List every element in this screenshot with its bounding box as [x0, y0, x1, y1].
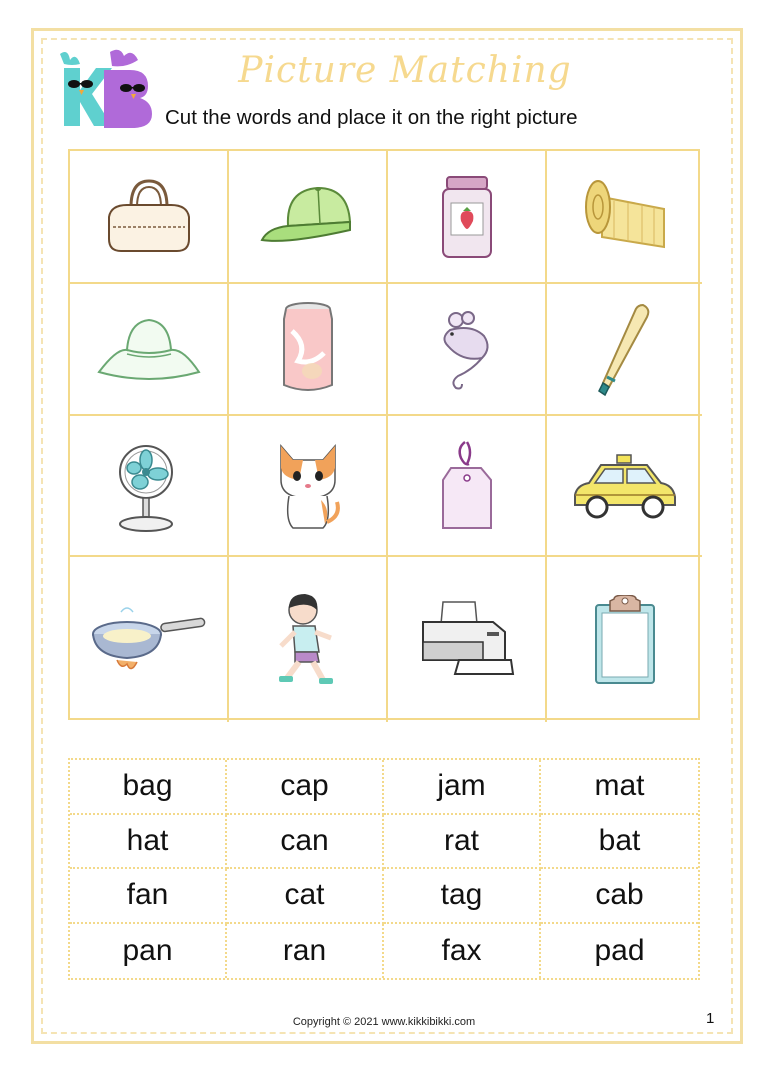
word-grid [68, 758, 700, 980]
word-card: mat [541, 760, 698, 815]
baseball-bat-icon [595, 301, 655, 397]
picture-cell [547, 557, 702, 722]
kb-logo-icon [54, 46, 154, 132]
soda-can-icon [278, 301, 338, 397]
jam-jar-icon [437, 175, 497, 259]
fax-printer-icon [419, 598, 515, 682]
rolled-mat-icon [580, 177, 670, 257]
word-card: fan [70, 869, 227, 924]
instruction-text: Cut the words and place it on the right picture [165, 106, 578, 129]
handbag-icon [101, 177, 197, 257]
clipboard-pad-icon [592, 595, 658, 685]
word-card: can [227, 815, 384, 870]
picture-cell [547, 284, 702, 416]
word-card: jam [384, 760, 541, 815]
taxi-cab-icon [573, 451, 677, 521]
picture-cell [70, 557, 229, 722]
picture-cell [388, 416, 547, 557]
word-card: rat [384, 815, 541, 870]
word-card: cab [541, 869, 698, 924]
word-card: bat [541, 815, 698, 870]
mouse-icon [432, 306, 502, 392]
word-card: tag [384, 869, 541, 924]
cap-icon [258, 182, 358, 252]
picture-cell [388, 557, 547, 722]
word-card: pad [594, 933, 645, 967]
picture-cell [70, 284, 229, 416]
word-card: cat [227, 869, 384, 924]
picture-cell [229, 151, 388, 284]
hat-icon [97, 314, 201, 384]
picture-grid [68, 149, 700, 720]
word-card: ran [227, 924, 384, 979]
picture-cell [547, 416, 702, 557]
copyright-text: Copyright © 2021 www.kikkibikki.com [292, 1016, 476, 1028]
picture-cell [388, 151, 547, 284]
cat-icon [275, 440, 341, 532]
word-card: hat [70, 815, 227, 870]
picture-cell [70, 416, 229, 557]
picture-cell [388, 284, 547, 416]
frying-pan-icon [91, 600, 207, 680]
page-title: Picture Matching [238, 50, 572, 91]
word-card: pan [70, 924, 227, 979]
word-card: fax [384, 924, 541, 979]
word-card: cap [227, 760, 384, 815]
running-boy-icon [273, 592, 343, 688]
picture-cell [229, 284, 388, 416]
gift-tag-icon [437, 438, 497, 534]
picture-cell [547, 151, 702, 284]
page-number: 1 [706, 1010, 715, 1027]
electric-fan-icon [114, 438, 184, 534]
picture-cell [229, 557, 388, 722]
picture-cell [70, 151, 229, 284]
picture-cell [229, 416, 388, 557]
word-card: bag [70, 760, 227, 815]
